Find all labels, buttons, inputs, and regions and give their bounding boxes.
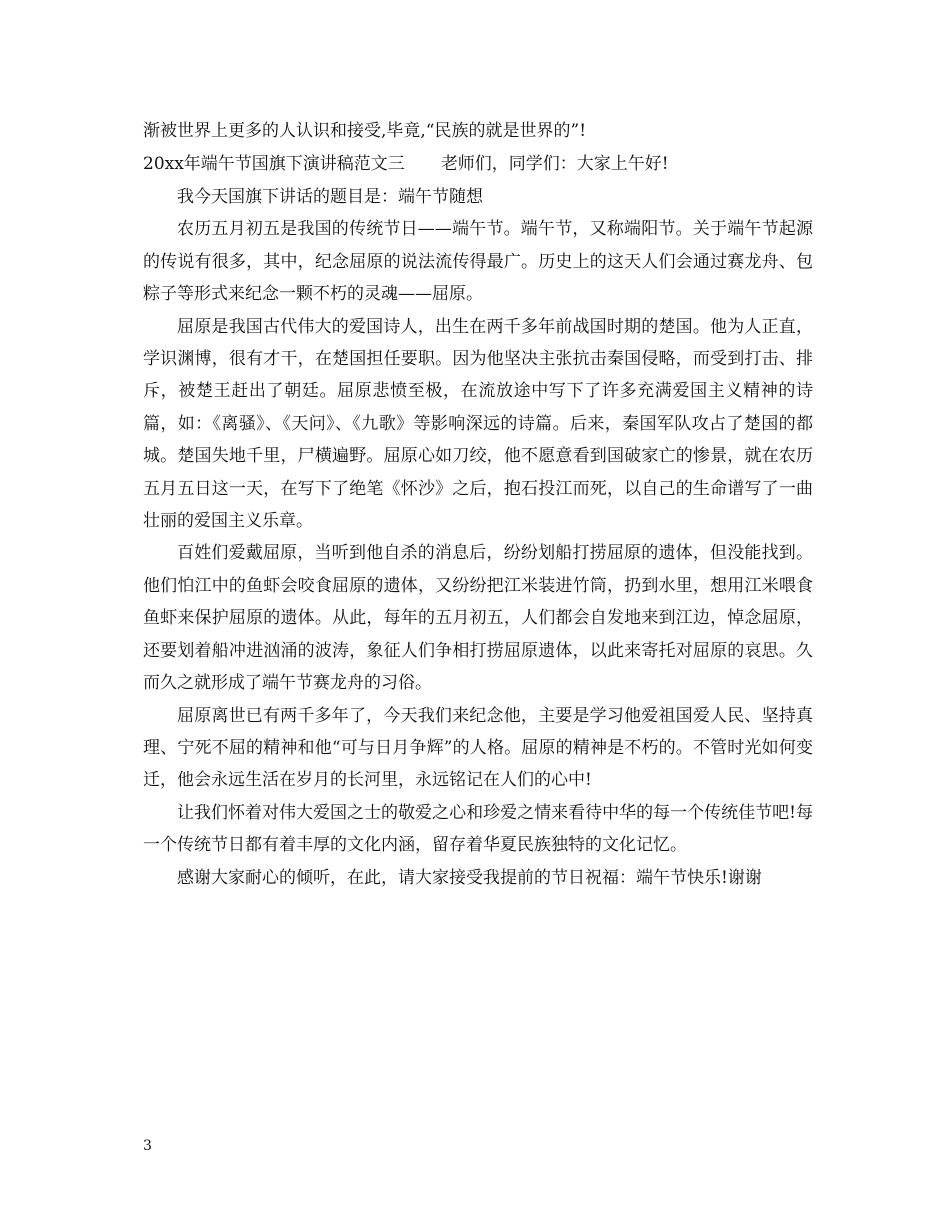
greeting: 老师们，同学们：大家上午好! [440, 154, 669, 174]
paragraph-qu-yuan-spirit: 屈原离世已有两千多年了，今天我们来纪念他，主要是学习他爱祖国爱人民、坚持真理、宁死不屈的精神和他“可与日月争辉”的人格。屈原的精神是不朽的。不管时光如何变迁，他会永远生活在岁月的长河里，永远铭记在人们的心中! [143, 705, 813, 791]
document-body [143, 115, 813, 894]
paragraph-cherish-festivals: 让我们怀着对伟大爱国之士的敬爱之心和珍爱之情来看待中华的每一个传统佳节吧!每一个传统节日都有着丰厚的文化内涵，留存着华夏民族独特的文化记忆。 [143, 802, 813, 856]
paragraph-dragon-boat-custom: 百姓们爱戴屈原，当听到他自杀的消息后，纷纷划船打捞屈原的遗体，但没能找到。他们怕江中的鱼虾会咬食屈原的遗体，又纷纷把江米装进竹筒，扔到水里，想用江米喂食鱼虾来保护屈原的遗体。从此，每年的五月初五，人们都会自发地来到江边，悼念屈原，还要划着船冲进汹涌的波涛，象征人们争相打捞屈原遗体，以此来寄托对屈原的哀思。久而久之就形成了端午节赛龙舟的习俗。 [143, 543, 813, 694]
paragraph-closing-thanks: 感谢大家耐心的倾听，在此，请大家接受我提前的节日祝福：端午节快乐!谢谢 [177, 867, 762, 888]
paragraph-topic: 我今天国旗下讲话的题目是：端午节随想 [177, 187, 483, 207]
paragraph-festival-origin: 农历五月初五是我国的传统节日——端午节。端午节，又称端阳节。关于端午节起源的传说有很多，其中，纪念屈原的说法流传得最广。历史上的这天人们会通过赛龙舟、包粽子等形式来纪念一颗不朽的灵魂——屈原。 [143, 219, 813, 305]
continuation-line: 渐被世界上更多的人认识和接受,毕竟,“民族的就是世界的”! [143, 121, 587, 141]
speech-title: 20xx年端午节国旗下演讲稿范文三 [143, 154, 405, 174]
paragraph-qu-yuan-life: 屈原是我国古代伟大的爱国诗人，出生在两千多年前战国时期的楚国。他为人正直，学识渊博，很有才干，在楚国担任要职。因为他坚决主张抗击秦国侵略，而受到打击、排斥，被楚王赶出了朝廷。屈原悲愤至极，在流放途中写下了许多充满爱国主义精神的诗篇，如：《离骚》、《天问》、《九歌》等影响深远的诗篇。后来，秦国军队攻占了楚国的都城。楚国失地千里，尸横遍野。屈原心如刀绞，他不愿意看到国破家亡的惨景，就在农历五月五日这一天，在写下了绝笔《怀沙》之后，抱石投江而死，以自己的生命谱写了一曲壮丽的爱国主义乐章。 [143, 316, 813, 532]
speech-heading-line [143, 148, 813, 181]
page-number: 3 [143, 1138, 152, 1154]
